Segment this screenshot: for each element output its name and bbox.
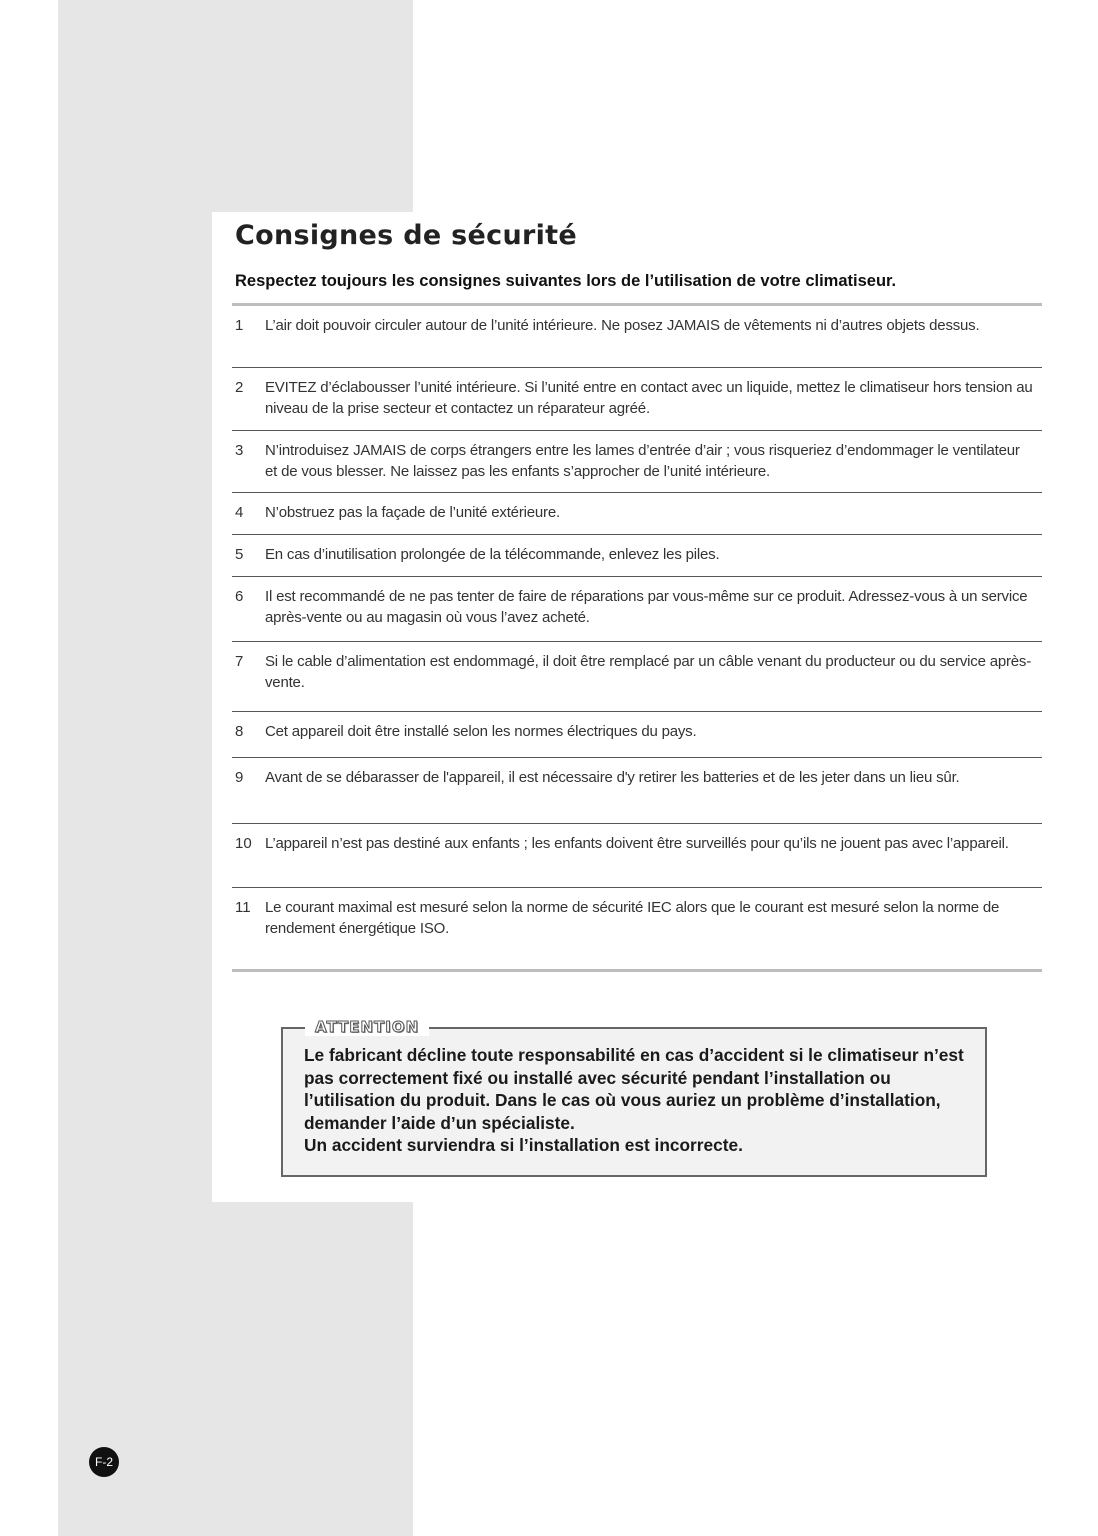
item-text: EVITEZ d’éclabousser l’unité intérieure. Si l’unité entre en contact avec un liquide, mettez le climatiseur hors tension au niveau de la prise secteur et contactez un réparateur agréé. <box>265 379 1033 417</box>
attention-text <box>304 1044 984 1157</box>
page-title: Consignes de sécurité <box>235 220 577 251</box>
item-number: 7 <box>235 653 244 670</box>
item-number: 5 <box>235 546 244 563</box>
list-item <box>232 306 1042 368</box>
item-text: Si le cable d’alimentation est endommagé, il doit être remplacé par un câble venant du producteur ou du service après-vente. <box>265 653 1032 691</box>
item-number: 4 <box>235 504 244 521</box>
page-number-badge: F-2 <box>89 1447 119 1477</box>
item-text: Le courant maximal est mesuré selon la norme de sécurité IEC alors que le courant est mesuré selon la norme de rendement énergétique ISO. <box>265 899 1000 937</box>
item-text: N’obstruez pas la façade de l’unité extérieure. <box>265 504 560 521</box>
item-number: 3 <box>235 442 244 459</box>
item-text: Il est recommandé de ne pas tenter de faire de réparations par vous-même sur ce produit. Adressez-vous à un service après-vente ou au magasin où vous l’avez acheté. <box>265 588 1028 626</box>
list-item <box>232 493 1042 535</box>
item-number: 6 <box>235 588 244 605</box>
item-number: 8 <box>235 723 244 740</box>
list-item <box>232 535 1042 577</box>
list-item <box>232 368 1042 431</box>
list-item <box>232 431 1042 493</box>
attention-line: Le fabricant décline toute responsabilité en cas d’accident si le climatiseur n’est pas correctement fixé ou installé avec sécurité pendant l’installation ou l’utilisation du produit. Dans le cas où vous auriez un problème d’installation, demander l’aide d’un spécialiste. <box>304 1045 964 1133</box>
item-text: L’appareil n’est pas destiné aux enfants ; les enfants doivent être surveillés pour qu’ils ne jouent pas avec l’appareil. <box>265 835 1009 852</box>
item-number: 9 <box>235 769 244 786</box>
bottom-divider <box>232 969 1042 972</box>
item-number: 2 <box>235 379 244 396</box>
list-item <box>232 758 1042 824</box>
list-item <box>232 824 1042 888</box>
list-item <box>232 712 1042 758</box>
page-subtitle: Respectez toujours les consignes suivantes lors de l’utilisation de votre climatiseur. <box>235 272 897 290</box>
attention-box <box>281 1018 987 1177</box>
list-item <box>232 642 1042 712</box>
item-text: En cas d’inutilisation prolongée de la télécommande, enlevez les piles. <box>265 546 720 563</box>
safety-list <box>232 306 1042 958</box>
item-text: L’air doit pouvoir circuler autour de l’unité intérieure. Ne posez JAMAIS de vêtements ni d’autres objets dessus. <box>265 317 980 334</box>
attention-line: Un accident surviendra si l’installation est incorrecte. <box>304 1135 743 1155</box>
item-number: 1 <box>235 317 244 334</box>
item-text: Avant de se débarasser de l'appareil, il est nécessaire d'y retirer les batteries et de les jeter dans un lieu sûr. <box>265 769 960 786</box>
item-text: Cet appareil doit être installé selon les normes électriques du pays. <box>265 723 697 740</box>
list-item <box>232 888 1042 958</box>
safety-section <box>212 212 1062 1202</box>
list-item <box>232 577 1042 642</box>
item-number: 10 <box>235 835 252 852</box>
item-number: 11 <box>235 899 251 916</box>
item-text: N’introduisez JAMAIS de corps étrangers entre les lames d’entrée d’air ; vous risqueriez d’endommager le ventilateur et de vous blesser. Ne laissez pas les enfants s’approcher de l’unité intérieure. <box>265 442 1020 480</box>
attention-label: ATTENTION <box>305 1018 429 1036</box>
